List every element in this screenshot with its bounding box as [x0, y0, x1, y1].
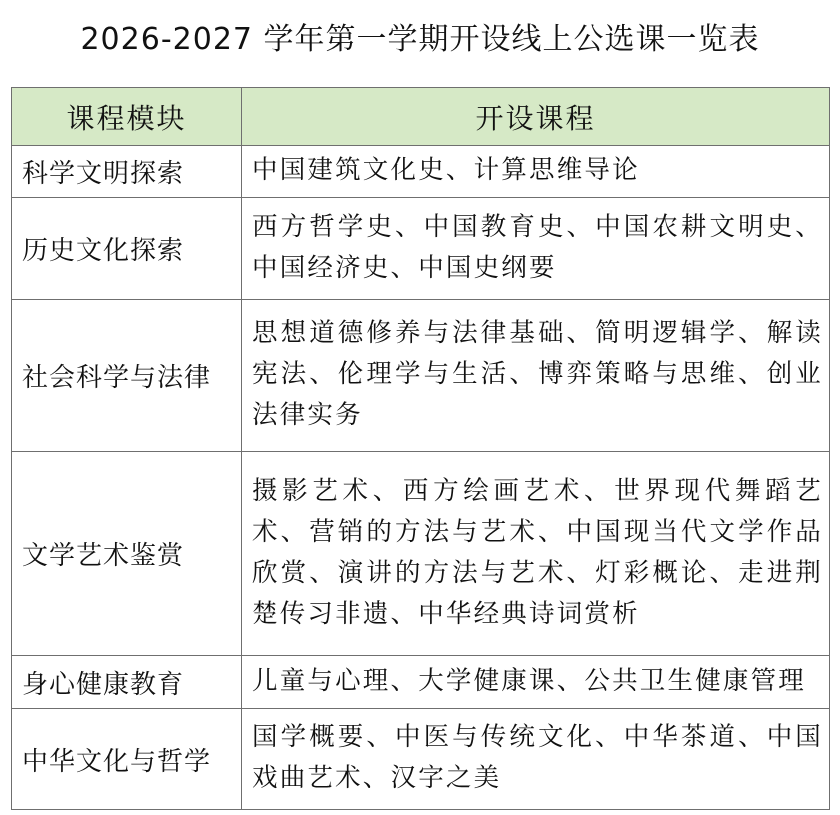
courses-cell: 中国建筑文化史、计算思维导论 — [242, 146, 830, 198]
courses-cell: 摄影艺术、西方绘画艺术、世界现代舞蹈艺术、营销的方法与艺术、中国现当代文学作品欣赏、演讲的方法与艺术、灯彩概论、走进荆楚传习非遗、中华经典诗词赏析 — [242, 452, 830, 656]
module-cell: 历史文化探索 — [12, 198, 242, 300]
courses-cell: 西方哲学史、中国教育史、中国农耕文明史、中国经济史、中国史纲要 — [242, 198, 830, 300]
table-row — [12, 198, 830, 300]
table-row — [12, 146, 830, 198]
course-table — [11, 87, 830, 810]
table-row — [12, 709, 830, 810]
courses-cell: 国学概要、中医与传统文化、中华茶道、中国戏曲艺术、汉字之美 — [242, 709, 830, 810]
table-header-row — [12, 88, 830, 146]
module-cell: 文学艺术鉴赏 — [12, 452, 242, 656]
courses-cell: 儿童与心理、大学健康课、公共卫生健康管理 — [242, 656, 830, 709]
page-title: 2026-2027 学年第一学期开设线上公选课一览表 — [80, 22, 760, 57]
courses-cell: 思想道德修养与法律基础、简明逻辑学、解读宪法、伦理学与生活、博弈策略与思维、创业法律实务 — [242, 300, 830, 452]
module-cell: 社会科学与法律 — [12, 300, 242, 452]
header-courses: 开设课程 — [242, 88, 830, 146]
module-cell: 中华文化与哲学 — [12, 709, 242, 810]
module-cell: 身心健康教育 — [12, 656, 242, 709]
module-cell: 科学文明探索 — [12, 146, 242, 198]
table-row — [12, 656, 830, 709]
table-row — [12, 300, 830, 452]
table-row — [12, 452, 830, 656]
header-module: 课程模块 — [12, 88, 242, 146]
